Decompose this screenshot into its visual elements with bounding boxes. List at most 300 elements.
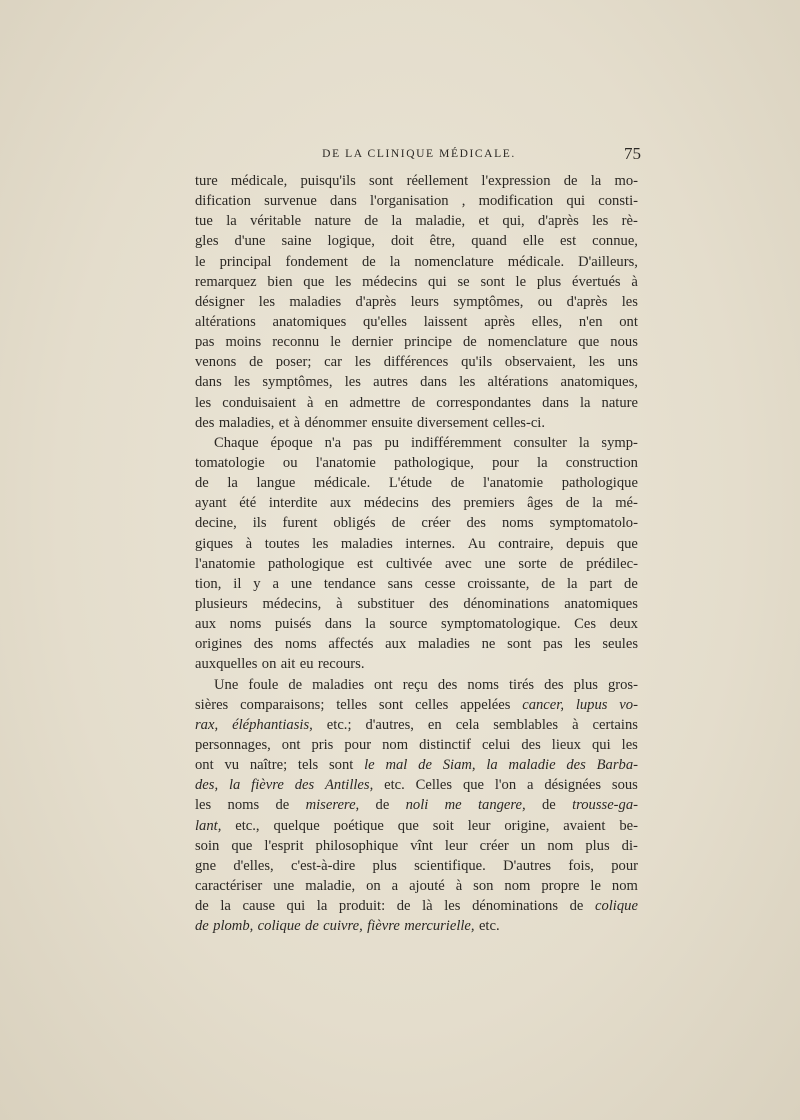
word: la — [226, 213, 237, 230]
word: celles-ci. — [492, 414, 546, 431]
word: puisés — [274, 616, 312, 633]
word: la — [227, 475, 238, 492]
word: son — [473, 877, 494, 894]
word: connue, — [592, 233, 638, 250]
word: en — [427, 716, 442, 733]
italic-word: éléphantiasis, — [232, 716, 313, 733]
word: plus — [536, 273, 562, 290]
word: cesse — [424, 575, 456, 592]
word: depuis — [566, 535, 605, 552]
text-line — [195, 312, 638, 332]
word: en — [324, 394, 339, 411]
word: laissent — [423, 313, 468, 330]
word: tion, — [195, 575, 222, 592]
word: obligés — [333, 515, 376, 532]
word: sont — [480, 273, 505, 290]
word: semblables — [493, 716, 559, 733]
word: sorte — [518, 555, 547, 572]
word: créer — [421, 515, 451, 532]
word: véritable — [250, 213, 302, 230]
word: les — [312, 535, 329, 552]
italic-word: cuivre, — [323, 918, 363, 935]
word: modification — [478, 193, 554, 210]
word: que — [616, 535, 638, 552]
word: a — [272, 575, 279, 592]
word: gles — [195, 233, 219, 250]
word: plus — [372, 857, 397, 874]
word: comparaisons; — [240, 696, 325, 713]
word: est — [356, 555, 374, 572]
word: plus — [585, 837, 610, 854]
text-line — [195, 231, 638, 251]
text-line — [195, 513, 638, 533]
word: après — [484, 313, 515, 330]
word: affectés — [328, 636, 374, 653]
word: de — [411, 394, 426, 411]
italic-word: la — [228, 777, 241, 794]
word: puisqu'ils — [300, 173, 356, 189]
word: noms — [501, 515, 534, 532]
word: tendance — [323, 575, 376, 592]
word: noms — [284, 636, 317, 653]
word: et — [478, 213, 490, 230]
word: poétique — [333, 817, 384, 834]
italic-word: de — [195, 918, 209, 935]
word: nom — [547, 837, 574, 854]
word: de — [563, 173, 578, 189]
word: ait — [280, 656, 296, 673]
word: de — [275, 797, 290, 814]
word: le — [330, 334, 341, 351]
text-line — [195, 473, 638, 493]
word: n'a — [324, 434, 342, 451]
word: internes. — [405, 535, 456, 552]
word: dification — [195, 193, 251, 210]
word: quand — [471, 233, 507, 250]
word: de — [396, 898, 411, 915]
word: symptômes, — [262, 374, 333, 391]
word: fois, — [568, 857, 594, 874]
word: noms — [227, 797, 260, 814]
word: nature — [601, 394, 638, 411]
word: l'expression — [481, 173, 551, 189]
word: naître; — [249, 757, 288, 774]
word: telles — [336, 696, 368, 713]
word: les — [621, 293, 638, 310]
word: d'une — [234, 233, 266, 250]
word: de — [462, 334, 477, 351]
word: maladie, — [415, 213, 466, 230]
text-line — [195, 876, 638, 896]
word: que — [462, 777, 485, 794]
word: de — [249, 354, 263, 371]
word: de — [195, 475, 209, 492]
word: qui — [286, 898, 306, 915]
word: de — [375, 797, 390, 814]
word: de — [364, 213, 379, 230]
word: consulter — [513, 434, 567, 451]
word: ajouté — [409, 877, 445, 894]
word: dénominations — [472, 898, 558, 915]
word: de — [391, 515, 406, 532]
word: des — [431, 495, 451, 512]
word: dans — [542, 394, 569, 411]
running-head — [195, 144, 643, 166]
word: à — [631, 273, 638, 290]
word: tue — [195, 213, 213, 230]
word: Celles — [415, 777, 453, 794]
word: les — [621, 736, 638, 753]
word: médicale. — [313, 475, 371, 492]
word: les — [335, 273, 352, 290]
word: pas — [195, 334, 215, 351]
word: dans — [420, 374, 447, 391]
word: il — [233, 575, 242, 592]
word: de — [195, 898, 209, 915]
running-head-title: DE LA CLINIQUE MÉDICALE. — [322, 148, 516, 160]
word: reconnu — [272, 334, 320, 351]
text-line — [195, 614, 638, 634]
word: etc.; — [326, 716, 352, 733]
text-line — [195, 856, 638, 876]
text-line — [195, 252, 638, 272]
word: nom — [382, 736, 409, 753]
word: les — [258, 293, 275, 310]
italic-word: me — [444, 797, 462, 814]
word: l'anatomie — [315, 454, 376, 471]
text-line — [195, 453, 638, 473]
word: que — [231, 837, 253, 854]
word: symptomatologique. — [440, 616, 561, 633]
word: leur — [467, 817, 491, 834]
word: indifféremment — [410, 434, 502, 451]
word: L'étude — [388, 475, 433, 492]
word: être, — [429, 233, 456, 250]
text-line — [195, 554, 638, 574]
word: certains — [592, 716, 638, 733]
word: reçu — [402, 676, 428, 693]
word: conduisaient — [222, 394, 297, 411]
text-line — [195, 775, 638, 795]
word: poser; — [275, 354, 312, 371]
word: avaient — [563, 817, 606, 834]
word: substituer — [357, 595, 415, 612]
word: deux — [609, 616, 638, 633]
word: ensuite — [371, 414, 413, 431]
word: la — [220, 898, 231, 915]
word: dernier — [351, 334, 394, 351]
body-text — [195, 171, 638, 936]
word: D'autres — [503, 857, 552, 874]
word: mo- — [614, 173, 638, 189]
italic-word: de — [418, 757, 432, 774]
word: venons — [195, 354, 237, 371]
text-line — [195, 493, 638, 513]
word: ils — [252, 515, 267, 532]
word: ayant — [195, 495, 227, 512]
word: symptômes, — [453, 293, 524, 310]
word: diversement — [417, 414, 489, 431]
word: principal — [219, 253, 272, 270]
word: dans — [330, 193, 357, 210]
italic-word: miserere, — [305, 797, 360, 814]
text-line — [195, 896, 638, 916]
word: ont — [195, 757, 214, 774]
italic-word: Antilles, — [325, 777, 374, 794]
word: produit: — [338, 898, 386, 915]
word: noms — [467, 676, 499, 693]
word: furent — [282, 515, 318, 532]
word: gne — [195, 857, 217, 874]
text-line — [195, 372, 638, 392]
word: celles — [415, 696, 449, 713]
word: correspondantes — [436, 394, 532, 411]
italic-word: mercurielle, — [404, 918, 475, 935]
word: vînt — [410, 837, 433, 854]
word: les — [588, 354, 605, 371]
word: cultivée — [385, 555, 433, 572]
word: maladie, — [305, 877, 356, 894]
word: ont — [619, 313, 638, 330]
text-line — [195, 634, 638, 654]
italic-word: tangere, — [477, 797, 526, 814]
word: une — [484, 555, 506, 572]
word: pour — [344, 736, 372, 753]
word: réellement — [406, 173, 469, 189]
word: sont — [507, 636, 532, 653]
word: désignées — [544, 777, 602, 794]
word: les — [195, 797, 212, 814]
word: soit — [432, 817, 454, 834]
italic-word: lant, — [195, 817, 222, 834]
word: aux — [195, 616, 217, 633]
word: les — [344, 374, 361, 391]
word: a — [391, 877, 399, 894]
word: langue — [256, 475, 296, 492]
word: qu'ils — [461, 354, 493, 371]
word: anatomiques — [564, 595, 638, 612]
word: doit — [390, 233, 414, 250]
word: les — [459, 374, 476, 391]
word: d'elles, — [233, 857, 274, 874]
text-line — [195, 211, 638, 231]
word: rè- — [621, 213, 638, 230]
word: auxquelles — [195, 656, 258, 673]
word: et — [278, 414, 290, 431]
word: caractériser — [195, 877, 263, 894]
word: la — [391, 213, 402, 230]
word: fondement — [285, 253, 348, 270]
word: vu — [224, 757, 240, 774]
italic-word: le — [364, 757, 375, 774]
word: de — [288, 676, 303, 693]
word: D'ailleurs, — [578, 253, 638, 270]
word: l'on — [494, 777, 517, 794]
word: giques — [195, 535, 234, 552]
word: le — [515, 273, 527, 290]
word: dans — [324, 616, 352, 633]
text-line — [195, 292, 638, 312]
word: anatomiques — [272, 313, 347, 330]
word: autres — [373, 374, 408, 391]
word: dénominations — [463, 595, 550, 612]
word: de — [450, 475, 465, 492]
word: se — [457, 273, 470, 290]
italic-word: maladie — [508, 757, 556, 774]
word: survenue — [264, 193, 317, 210]
word: pas — [543, 636, 563, 653]
word: ne — [481, 636, 496, 653]
text-line — [195, 916, 638, 936]
word: ture — [195, 173, 218, 189]
word: médecins — [362, 273, 418, 290]
word: tels — [297, 757, 319, 774]
word: nous — [610, 334, 638, 351]
word: médecins, — [262, 595, 322, 612]
word: qui — [566, 193, 586, 210]
word: des — [466, 515, 486, 532]
word: la — [537, 454, 548, 471]
word: sières — [195, 696, 229, 713]
word: c'est-à-dire — [290, 857, 356, 874]
italic-word: Siam, — [442, 757, 476, 774]
word: la — [578, 434, 590, 451]
word: que — [303, 273, 325, 290]
word: à — [307, 394, 314, 411]
word: le — [195, 253, 206, 270]
word: toutes — [264, 535, 300, 552]
word: de — [569, 898, 584, 915]
italic-word: plomb, — [213, 918, 254, 935]
word: une — [273, 877, 295, 894]
word: pathologique — [267, 555, 345, 572]
italic-word: cancer, — [522, 696, 564, 713]
word: ou — [537, 293, 553, 310]
word: d'autres, — [365, 716, 414, 733]
text-line — [195, 715, 638, 735]
word: qui — [591, 736, 611, 753]
word: propre — [541, 877, 580, 894]
word: sous — [611, 777, 638, 794]
word: premiers — [463, 495, 515, 512]
word: noms — [229, 616, 262, 633]
italic-word: trousse-ga- — [572, 797, 638, 814]
word: d'après — [355, 293, 397, 310]
text-line — [195, 393, 638, 413]
word: nom — [611, 877, 638, 894]
word: ont — [374, 676, 393, 693]
word: admettre — [349, 394, 401, 411]
word: d'après — [566, 293, 608, 310]
word: la — [316, 898, 328, 915]
word: l'anatomie — [195, 555, 256, 572]
word: logique, — [327, 233, 375, 250]
word: à — [336, 595, 343, 612]
word: une — [290, 575, 312, 592]
word: des — [195, 414, 215, 431]
word: quelque — [273, 817, 320, 834]
word: maladies — [340, 535, 393, 552]
word: anatomiques, — [560, 374, 638, 391]
word: de — [624, 575, 638, 592]
word: cela — [455, 716, 480, 733]
word: part — [589, 575, 613, 592]
word: Chaque — [214, 434, 259, 451]
word: médecins — [363, 495, 419, 512]
word: decine, — [195, 515, 237, 532]
italic-word: des — [566, 757, 586, 774]
word: nomenclature — [414, 253, 494, 270]
text-line — [195, 755, 638, 775]
word: nom — [504, 877, 531, 894]
italic-word: colique — [257, 918, 301, 935]
word: les — [574, 636, 591, 653]
word: foule — [248, 676, 279, 693]
word: qu'elles — [363, 313, 407, 330]
italic-word: des — [294, 777, 315, 794]
text-line — [195, 191, 638, 211]
word: pas — [353, 434, 373, 451]
word: que — [397, 817, 419, 834]
word: que — [578, 334, 600, 351]
word: sont — [329, 757, 354, 774]
word: leur — [444, 837, 468, 854]
word: etc., — [235, 817, 260, 834]
word: plus — [573, 676, 598, 693]
text-line — [195, 574, 638, 594]
italic-word: noli — [405, 797, 429, 814]
word: principe — [404, 334, 452, 351]
word: un — [520, 837, 536, 854]
word: eu — [299, 656, 314, 673]
word: lieux — [551, 736, 581, 753]
word: bien — [267, 273, 293, 290]
text-line — [195, 413, 638, 433]
word: n'en — [578, 313, 603, 330]
word: consti- — [598, 193, 638, 210]
text-line — [195, 534, 638, 554]
word: sont — [378, 696, 404, 713]
word: des — [253, 636, 274, 653]
word: tomatologie — [195, 454, 265, 471]
word: symptomatolo- — [549, 515, 638, 532]
word: là — [422, 898, 433, 915]
word: la — [389, 253, 401, 270]
word: , — [461, 193, 466, 210]
italic-word: rax, — [195, 716, 219, 733]
text-line — [195, 735, 638, 755]
word: la — [590, 173, 602, 189]
word: médicale. — [507, 253, 565, 270]
word: altérations — [195, 313, 256, 330]
word: qui, — [502, 213, 525, 230]
word: de — [361, 253, 376, 270]
word: interdite — [268, 495, 318, 512]
word: on — [261, 656, 277, 673]
word: scientifique. — [414, 857, 486, 874]
word: évertués — [571, 273, 621, 290]
word: désigner — [195, 293, 245, 310]
word: des — [521, 736, 541, 753]
word: d'après — [538, 213, 579, 230]
word: elles, — [531, 313, 563, 330]
word: la — [365, 616, 376, 633]
word: etc. — [384, 777, 405, 794]
text-line — [195, 272, 638, 292]
word: à — [245, 535, 253, 552]
italic-word: lupus — [575, 696, 608, 713]
text-line — [195, 654, 638, 674]
